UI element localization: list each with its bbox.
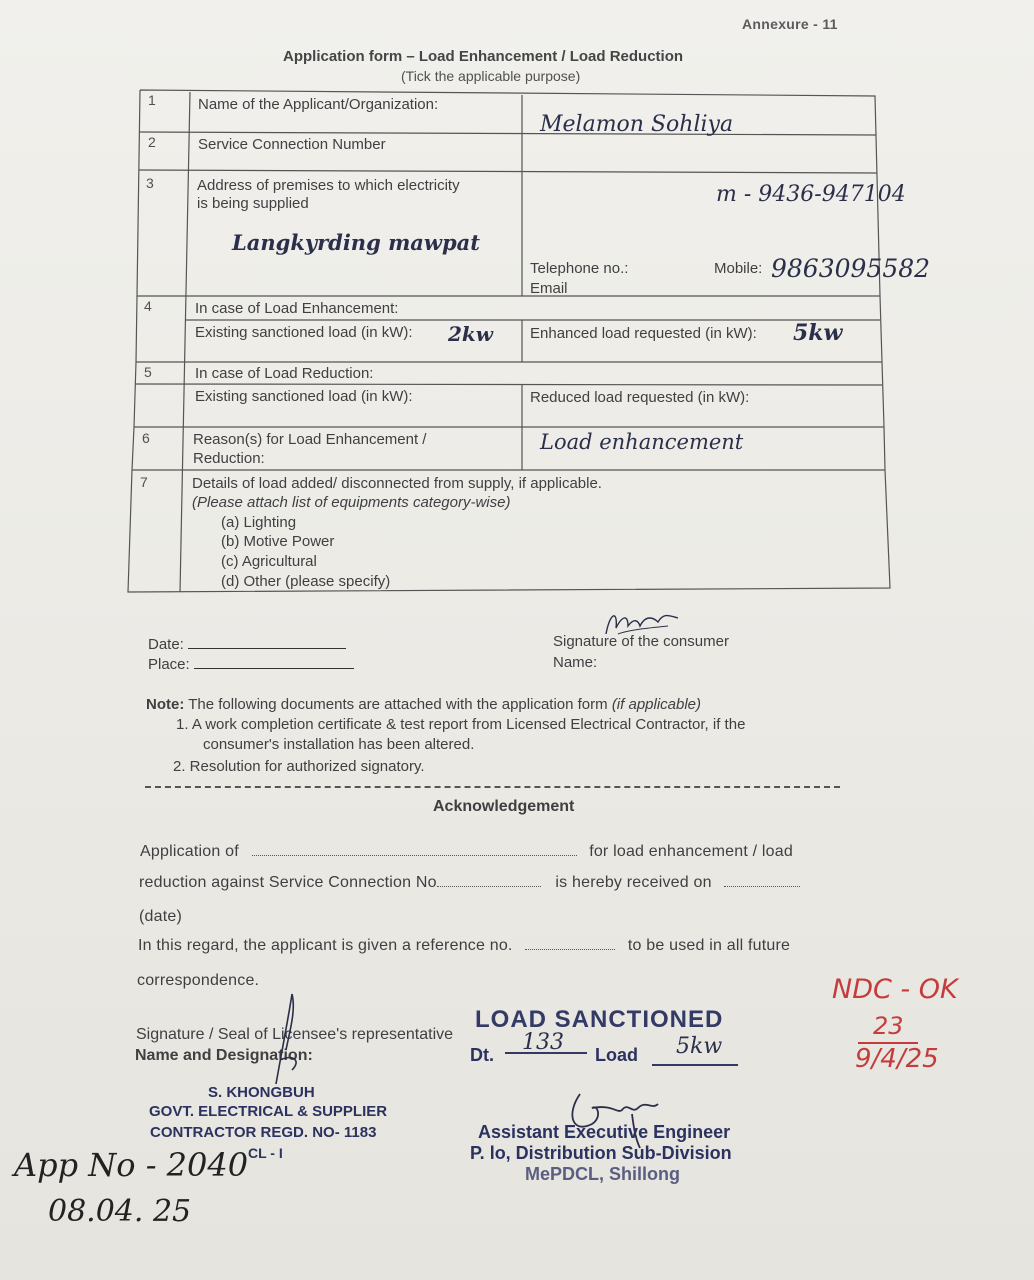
row-number: 5 (144, 364, 152, 380)
divider (145, 786, 840, 788)
reason-value: Load enhancement (540, 430, 744, 454)
existing-load-value: 2kw (448, 322, 493, 346)
reduction-heading: In case of Load Reduction: (195, 365, 374, 382)
mobile-value: 9863095582 (771, 254, 931, 283)
engineer-stamp-line1: Assistant Executive Engineer (478, 1122, 731, 1142)
row-number: 3 (146, 175, 154, 191)
row-number: 7 (140, 474, 148, 490)
note-item-1-line2: consumer's installation has been altered. (203, 736, 475, 753)
details-line2: (Please attach list of equipments category-wise) (192, 494, 511, 511)
load-value: 5kw (676, 1034, 723, 1059)
ack-line-5: correspondence. (137, 972, 260, 989)
form-subtitle: (Tick the applicable purpose) (401, 68, 581, 84)
consumer-signature-label: Signature of the consumer (553, 633, 729, 650)
app-date: 08.04. 25 (48, 1194, 192, 1229)
row-number: 6 (142, 430, 150, 446)
date-label: Date: (148, 636, 346, 653)
acknowledgement-heading: Acknowledgement (433, 798, 575, 815)
contractor-stamp-line2: GOVT. ELECTRICAL & SUPPLIER (149, 1103, 388, 1120)
reason-label-line2: Reduction: (193, 450, 265, 467)
dt-label: Dt. (470, 1045, 494, 1065)
details-item-lighting: (a) Lighting (221, 514, 297, 531)
engineer-stamp-line3: MePDCL, Shillong (525, 1164, 680, 1184)
reduction-existing-label: Existing sanctioned load (in kW): (195, 388, 413, 405)
address-label-line2: is being supplied (197, 195, 309, 212)
load-label: Load (595, 1045, 638, 1065)
enhancement-heading: In case of Load Enhancement: (195, 300, 399, 317)
telephone-label: Telephone no.: (530, 260, 629, 277)
address-label-line1: Address of premises to which electricity (197, 177, 460, 194)
annexure-label: Annexure - 11 (742, 16, 838, 32)
app-number: App No - 2040 (14, 1146, 249, 1184)
date-field[interactable] (188, 648, 346, 649)
note-item-1-line1: 1. A work completion certificate & test report from Licensed Electrical Contractor, if the (176, 716, 746, 733)
row-number: 1 (148, 92, 156, 108)
mobile-label: Mobile: (714, 260, 763, 277)
phone-note-value: m - 9436-947104 (716, 182, 906, 207)
details-line1: Details of load added/ disconnected from supply, if applicable. (192, 475, 602, 492)
row-number: 2 (148, 134, 156, 150)
details-item-agricultural: (c) Agricultural (221, 553, 317, 570)
enhanced-load-value: 5kw (793, 320, 843, 346)
ack-line-3: (date) (139, 908, 182, 925)
service-connection-label: Service Connection Number (198, 136, 386, 153)
place-field[interactable] (194, 668, 354, 669)
service-connection-field[interactable] (437, 886, 541, 887)
engineer-stamp-line2: P. lo, Distribution Sub-Division (470, 1143, 732, 1163)
reduced-load-label: Reduced load requested (in kW): (530, 389, 750, 406)
ndc-ok-note: NDC - OK (832, 974, 958, 1005)
load-sanctioned-stamp: LOAD SANCTIONED (475, 1006, 724, 1033)
licensee-signature (262, 990, 322, 1090)
existing-load-label: Existing sanctioned load (in kW): (195, 324, 413, 341)
reason-label-line1: Reason(s) for Load Enhancement / (193, 431, 427, 448)
applicant-name-label: Name of the Applicant/Organization: (198, 96, 439, 113)
details-item-other: (d) Other (please specify) (221, 573, 391, 590)
ack-line-4: In this regard, the applicant is given a reference no. to be used in all future (138, 937, 791, 954)
row-number: 4 (144, 298, 152, 314)
details-item-motive: (b) Motive Power (221, 533, 335, 550)
load-underline (652, 1064, 738, 1066)
consumer-name-label: Name: (553, 654, 598, 671)
ndc-date-note: 9/4/25 (855, 1044, 939, 1074)
licensee-name-label: Name and Designation: (135, 1047, 313, 1064)
note-text: Note: The following documents are attached with the application form (if applicable) (146, 696, 702, 713)
reference-no-field[interactable] (525, 949, 615, 950)
enhanced-load-label: Enhanced load requested (in kW): (530, 325, 757, 342)
address-value: Langkyrding mawpat (232, 230, 480, 255)
ndc-number-note: 23 (873, 1012, 904, 1040)
contractor-stamp-line3: CONTRACTOR REGD. NO- 1183 (150, 1124, 377, 1141)
email-label: Email (530, 280, 568, 297)
form-title: Application form – Load Enhancement / Load Reduction (283, 48, 684, 65)
applicant-field[interactable] (252, 855, 577, 856)
contractor-stamp-name: S. KHONGBUH (208, 1084, 315, 1101)
place-label: Place: (148, 656, 354, 673)
dt-value: 133 (522, 1030, 564, 1055)
note-item-2: 2. Resolution for authorized signatory. (173, 758, 425, 775)
ack-line-1: Application of for load enhancement / load (140, 843, 793, 860)
applicant-name-value: Melamon Sohliya (540, 112, 734, 137)
contractor-stamp-line4: CL - I (248, 1145, 283, 1161)
received-date-field[interactable] (724, 886, 800, 887)
licensee-signature-label: Signature / Seal of Licensee's representative (136, 1026, 454, 1043)
ack-line-2: reduction against Service Connection No is hereby received on (139, 874, 800, 892)
